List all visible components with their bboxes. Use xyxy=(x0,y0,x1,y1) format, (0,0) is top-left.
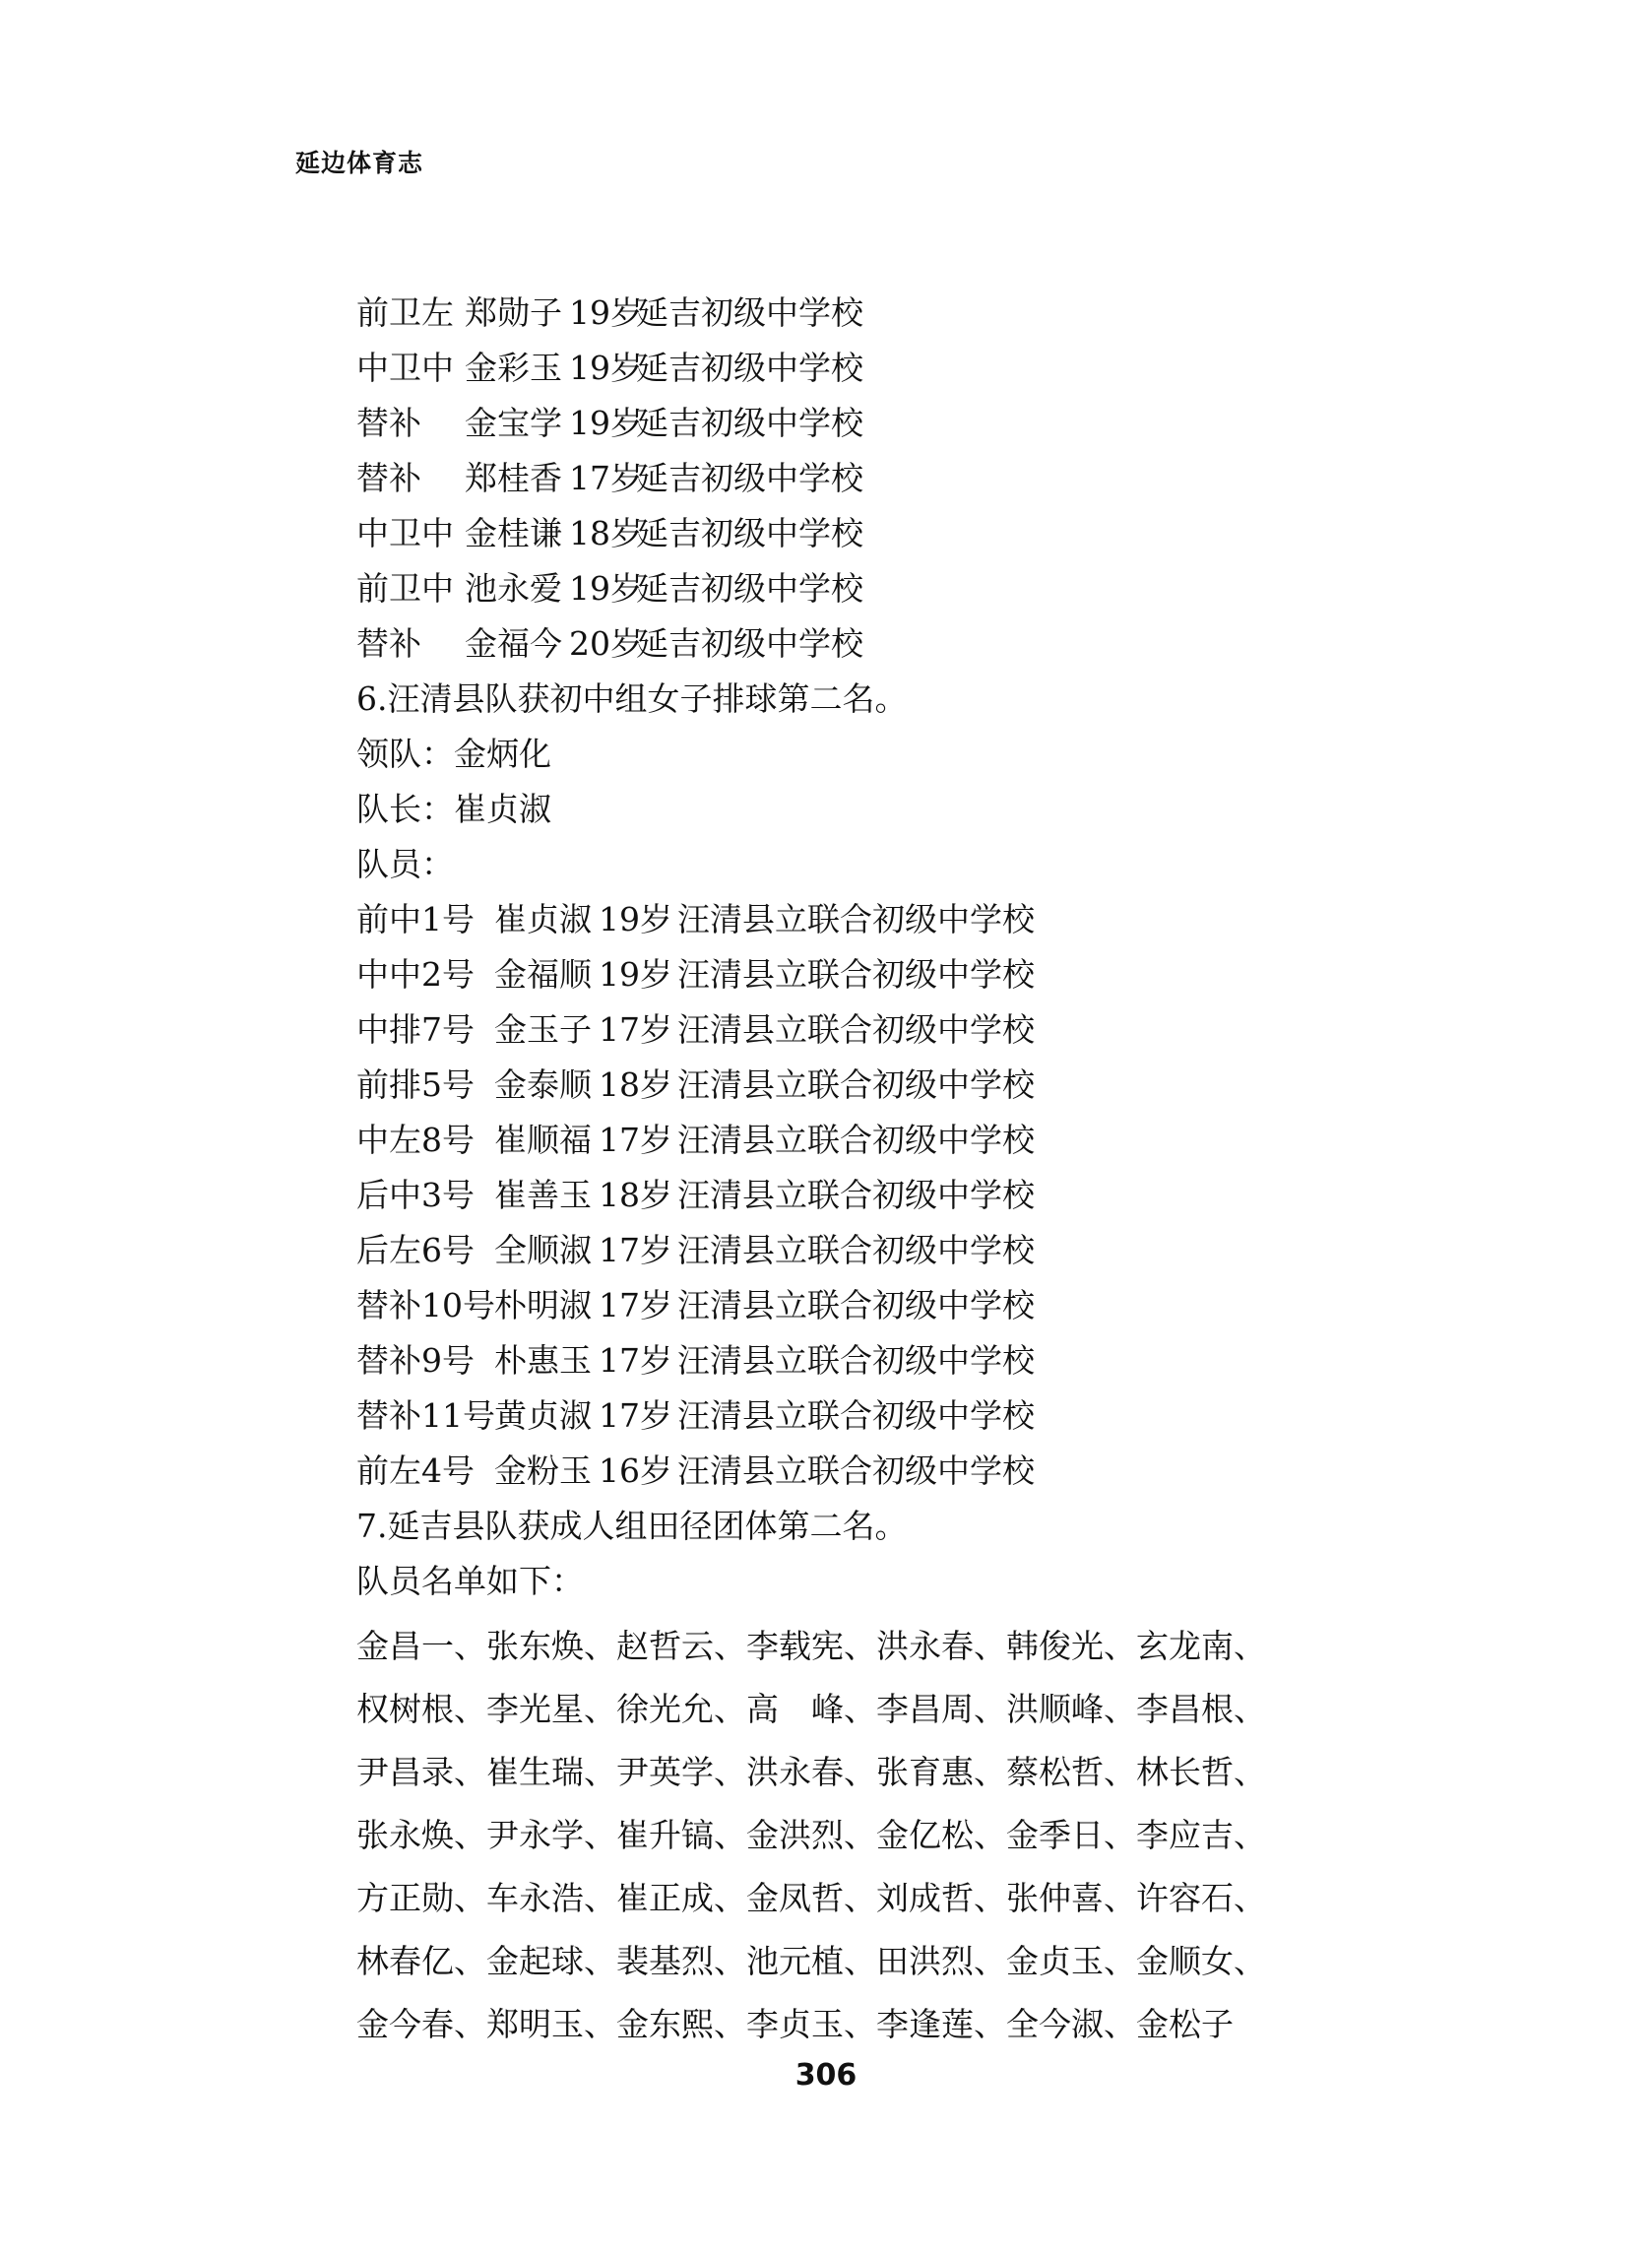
player-age: 17岁 xyxy=(599,1010,672,1049)
position: 中卫中 xyxy=(356,349,454,387)
roster-row xyxy=(356,561,1341,616)
player-school: 汪清县立联合初级中学校 xyxy=(677,1121,1035,1159)
player-age: 19岁 xyxy=(599,900,672,938)
player-school: 延吉初级中学校 xyxy=(636,569,863,608)
position: 前卫左 xyxy=(356,293,454,332)
position: 后中3号 xyxy=(356,1176,475,1214)
members-list-label: 队员名单如下： xyxy=(356,1562,584,1600)
player-name: 金福今 xyxy=(465,624,562,663)
roster-row xyxy=(356,1058,1341,1113)
player-name: 金宝学 xyxy=(465,404,562,442)
player-name: 崔善玉 xyxy=(494,1176,592,1214)
player-age: 17岁 xyxy=(599,1121,672,1159)
names-line: 张永焕、尹永学、崔升镐、金洪烈、金亿松、金季日、李应吉、 xyxy=(356,1816,1266,1854)
player-age: 16岁 xyxy=(599,1451,672,1490)
position: 后左6号 xyxy=(356,1231,475,1269)
page-content xyxy=(356,286,1341,2056)
player-age: 20岁 xyxy=(569,624,643,663)
player-name: 金粉玉 xyxy=(494,1451,592,1490)
position: 前中1号 xyxy=(356,900,475,938)
player-name: 朴惠玉 xyxy=(494,1341,592,1380)
player-name: 黄贞淑 xyxy=(494,1396,592,1435)
roster-row xyxy=(356,1333,1341,1388)
player-school: 延吉初级中学校 xyxy=(636,293,863,332)
player-school: 汪清县立联合初级中学校 xyxy=(677,1451,1035,1490)
roster-row xyxy=(356,286,1341,341)
player-age: 17岁 xyxy=(569,459,643,497)
player-school: 延吉初级中学校 xyxy=(636,624,863,663)
position: 替补 xyxy=(356,404,421,442)
player-name: 金彩玉 xyxy=(465,349,562,387)
position: 替补9号 xyxy=(356,1341,475,1380)
members-label: 队员： xyxy=(356,845,454,883)
roster-row xyxy=(356,1002,1341,1058)
player-school: 延吉初级中学校 xyxy=(636,404,863,442)
names-line: 金今春、郑明玉、金东熙、李贞玉、李逢莲、全今淑、金松子 xyxy=(356,2005,1234,2043)
player-age: 19岁 xyxy=(569,349,643,387)
team-continued-list xyxy=(356,286,1341,672)
player-age: 19岁 xyxy=(569,404,643,442)
player-school: 汪清县立联合初级中学校 xyxy=(677,1065,1035,1104)
volleyball-roster xyxy=(356,892,1341,1499)
player-school: 延吉初级中学校 xyxy=(636,459,863,497)
player-school: 汪清县立联合初级中学校 xyxy=(677,1231,1035,1269)
player-school: 延吉初级中学校 xyxy=(636,349,863,387)
position: 中排7号 xyxy=(356,1010,475,1049)
position: 前左4号 xyxy=(356,1451,475,1490)
section-7-heading: 7.延吉县队获成人组田径团体第二名。 xyxy=(356,1507,908,1545)
position: 中左8号 xyxy=(356,1121,475,1159)
player-school: 汪清县立联合初级中学校 xyxy=(677,1396,1035,1435)
names-line: 林春亿、金起球、裴基烈、池元植、田洪烈、金贞玉、金顺女、 xyxy=(356,1942,1266,1980)
running-header: 延边体育志 xyxy=(295,149,424,177)
roster-row xyxy=(356,506,1341,561)
position: 替补10号 xyxy=(356,1286,495,1324)
player-name: 郑桂香 xyxy=(465,459,562,497)
position: 替补11号 xyxy=(356,1396,495,1435)
roster-row xyxy=(356,1223,1341,1278)
player-age: 17岁 xyxy=(599,1341,672,1380)
names-line: 尹昌录、崔生瑞、尹英学、洪永春、张育惠、蔡松哲、林长哲、 xyxy=(356,1753,1266,1791)
position: 中中2号 xyxy=(356,955,475,994)
player-name: 郑勋子 xyxy=(465,293,562,332)
roster-row xyxy=(356,1278,1341,1333)
player-age: 18岁 xyxy=(599,1065,672,1104)
roster-row xyxy=(356,1388,1341,1444)
player-age: 17岁 xyxy=(599,1396,672,1435)
roster-row xyxy=(356,892,1341,947)
player-name: 金桂谦 xyxy=(465,514,562,552)
page-number: 306 xyxy=(794,2058,858,2093)
player-school: 汪清县立联合初级中学校 xyxy=(677,955,1035,994)
player-school: 汪清县立联合初级中学校 xyxy=(677,1176,1035,1214)
player-name: 金玉子 xyxy=(494,1010,592,1049)
player-school: 汪清县立联合初级中学校 xyxy=(677,1341,1035,1380)
roster-row xyxy=(356,341,1341,396)
player-age: 17岁 xyxy=(599,1231,672,1269)
team-leader: 领队：金炳化 xyxy=(356,735,551,773)
roster-row xyxy=(356,1113,1341,1168)
roster-row xyxy=(356,616,1341,672)
roster-row xyxy=(356,396,1341,451)
player-name: 朴明淑 xyxy=(494,1286,592,1324)
player-age: 18岁 xyxy=(569,514,643,552)
player-name: 全顺淑 xyxy=(494,1231,592,1269)
player-name: 金泰顺 xyxy=(494,1065,592,1104)
player-school: 汪清县立联合初级中学校 xyxy=(677,900,1035,938)
player-age: 18岁 xyxy=(599,1176,672,1214)
roster-row xyxy=(356,1168,1341,1223)
player-school: 延吉初级中学校 xyxy=(636,514,863,552)
player-school: 汪清县立联合初级中学校 xyxy=(677,1010,1035,1049)
player-name: 崔贞淑 xyxy=(494,900,592,938)
player-school: 汪清县立联合初级中学校 xyxy=(677,1286,1035,1324)
position: 前卫中 xyxy=(356,569,454,608)
position: 中卫中 xyxy=(356,514,454,552)
player-age: 19岁 xyxy=(569,293,643,332)
names-line: 金昌一、张东焕、赵哲云、李载宪、洪永春、韩俊光、玄龙南、 xyxy=(356,1627,1266,1665)
team-captain: 队长：崔贞淑 xyxy=(356,790,551,828)
player-name: 池永爱 xyxy=(465,569,562,608)
section-6-heading: 6.汪清县队获初中组女子排球第二名。 xyxy=(356,679,908,718)
player-age: 19岁 xyxy=(599,955,672,994)
roster-row xyxy=(356,1444,1341,1499)
player-age: 19岁 xyxy=(569,569,643,608)
position: 前排5号 xyxy=(356,1065,475,1104)
player-name: 崔顺福 xyxy=(494,1121,592,1159)
athlete-names xyxy=(356,1615,1341,2056)
player-name: 金福顺 xyxy=(494,955,592,994)
position: 替补 xyxy=(356,624,421,663)
player-age: 17岁 xyxy=(599,1286,672,1324)
roster-row xyxy=(356,451,1341,506)
position: 替补 xyxy=(356,459,421,497)
names-line: 方正勋、车永浩、崔正成、金凤哲、刘成哲、张仲喜、许容石、 xyxy=(356,1879,1266,1917)
roster-row xyxy=(356,947,1341,1002)
names-line: 权树根、李光星、徐光允、高 峰、李昌周、洪顺峰、李昌根、 xyxy=(356,1690,1266,1728)
